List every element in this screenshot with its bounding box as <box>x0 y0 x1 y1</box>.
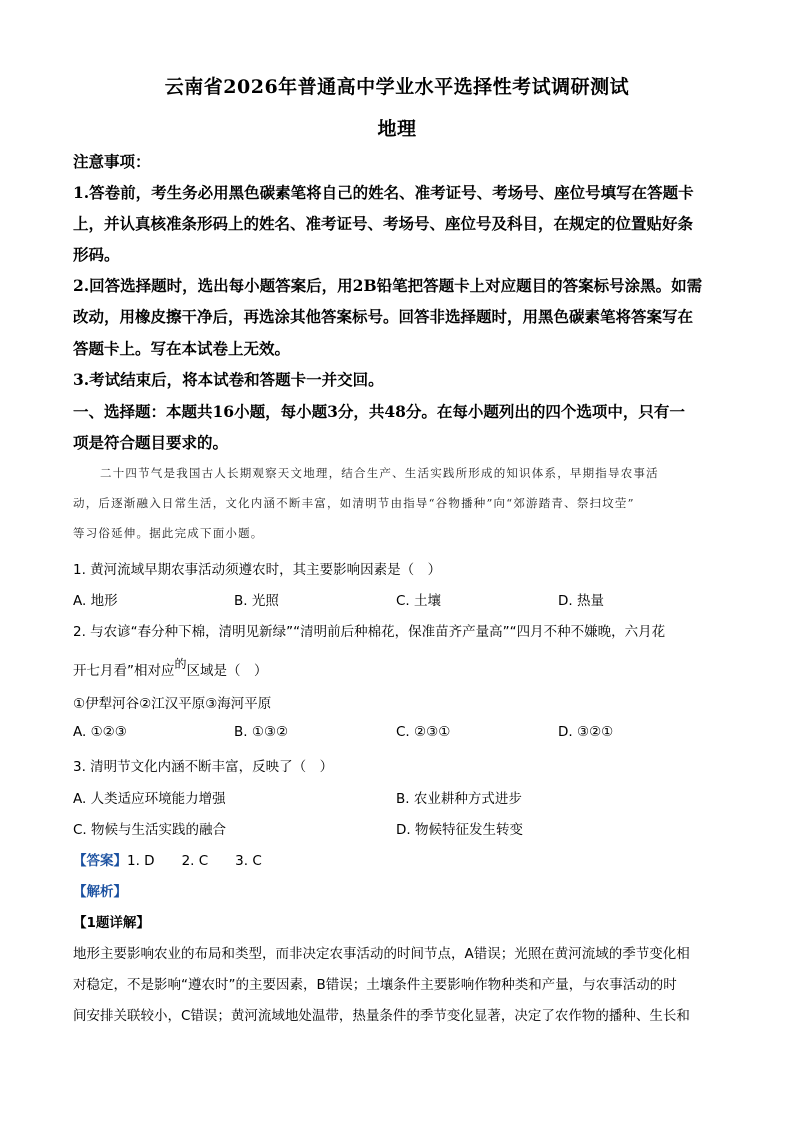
question-2-option-b: B. ①③② <box>234 724 289 740</box>
question-3-option-d: D. 物候特征发生转变 <box>396 822 523 838</box>
question-3-option-a: A. 人类适应环境能力增强 <box>73 791 226 807</box>
question-2-stem-part: 区域是（ ） <box>186 663 268 679</box>
note-line: 答题卡上。写在本试卷上无效。 <box>73 339 291 358</box>
question-3-option-b: B. 农业耕种方式进步 <box>396 791 522 807</box>
detail-text: 对稳定，不是影响“遵农时”的主要因素，B错误；土壤条件主要影响作物种类和产量，与农事活动的时 <box>73 977 677 993</box>
note-line: 形码。 <box>73 245 120 264</box>
question-2-choices: ①伊犁河谷②江汉平原③海河平原 <box>73 696 272 712</box>
question-1-option-a: A. 地形 <box>73 593 118 609</box>
note-line: 3.考试结束后，将本试卷和答题卡一并交回。 <box>73 370 384 389</box>
note-line: 2.回答选择题时，选出每小题答案后，用2B铅笔把答题卡上对应题目的答案标号涂黑。如需 <box>73 276 703 295</box>
question-2-option-a: A. ①②③ <box>73 724 127 740</box>
question-2-option-c: C. ②③① <box>396 724 451 740</box>
note-line: 改动，用橡皮擦干净后，再选涂其他答案标号。回答非选择题时，用黑色碳素笔将答案写在 <box>73 307 694 326</box>
answer-values: 1. D 2. C 3. C <box>127 853 262 869</box>
question-3-stem: 3. 清明节文化内涵不断丰富，反映了（ ） <box>73 759 334 775</box>
question-2-stem: 2. 与农谚“春分种下棉，清明见新绿”“清明前后种棉花，保准苗齐产量高”“四月不种不嫌晚，六月花 <box>73 624 666 640</box>
question-1-option-b: B. 光照 <box>234 593 279 609</box>
detail-text: 间安排关联较小，C错误；黄河流域地处温带，热量条件的季节变化显著，决定了农作物的播种、生长和 <box>73 1008 690 1024</box>
analysis-label: 【解析】 <box>73 884 127 900</box>
question-2-stem-continued <box>73 659 723 679</box>
exam-title: 云南省2026年普通高中学业水平选择性考试调研测试 <box>164 76 630 98</box>
subject-title: 地理 <box>377 118 417 140</box>
detail-heading: 【1题详解】 <box>73 915 150 931</box>
answer-line <box>73 849 723 869</box>
note-line: 1.答卷前，考生务必用黑色碳素笔将自己的姓名、准考证号、考场号、座位号填写在答题卡 <box>73 183 694 202</box>
section-heading: 项是符合题目要求的。 <box>73 433 229 452</box>
question-1-option-c: C. 土壤 <box>396 593 442 609</box>
section-heading: 一、选择题：本题共16小题，每小题3分，共48分。在每小题列出的四个选项中，只有一 <box>73 402 685 421</box>
question-2-stem-raised-char: 的 <box>174 657 187 671</box>
material-text: 等习俗延伸。据此完成下面小题。 <box>73 526 264 540</box>
notes-heading: 注意事项： <box>73 152 151 171</box>
question-1-stem: 1. 黄河流域早期农事活动须遵农时，其主要影响因素是（ ） <box>73 562 442 578</box>
note-line: 上，并认真核准条形码上的姓名、准考证号、考场号、座位号及科目，在规定的位置贴好条 <box>73 214 694 233</box>
material-text: 二十四节气是我国古人长期观察天文地理，结合生产、生活实践所形成的知识体系，早期指导农事活 <box>100 466 659 480</box>
question-2-option-d: D. ③②① <box>558 724 614 740</box>
material-text: 动，后逐渐融入日常生活，文化内涵不断丰富，如清明节由指导“谷物播种”向“郊游踏青、祭扫坟茔” <box>73 496 635 510</box>
question-3-option-c: C. 物候与生活实践的融合 <box>73 822 227 838</box>
detail-text: 地形主要影响农业的布局和类型，而非决定农事活动的时间节点，A错误；光照在黄河流域的季节变化相 <box>73 946 690 962</box>
answer-label: 【答案】 <box>73 853 127 869</box>
question-1-option-d: D. 热量 <box>558 593 604 609</box>
question-2-stem-part: 开七月看”相对应 <box>73 663 175 679</box>
